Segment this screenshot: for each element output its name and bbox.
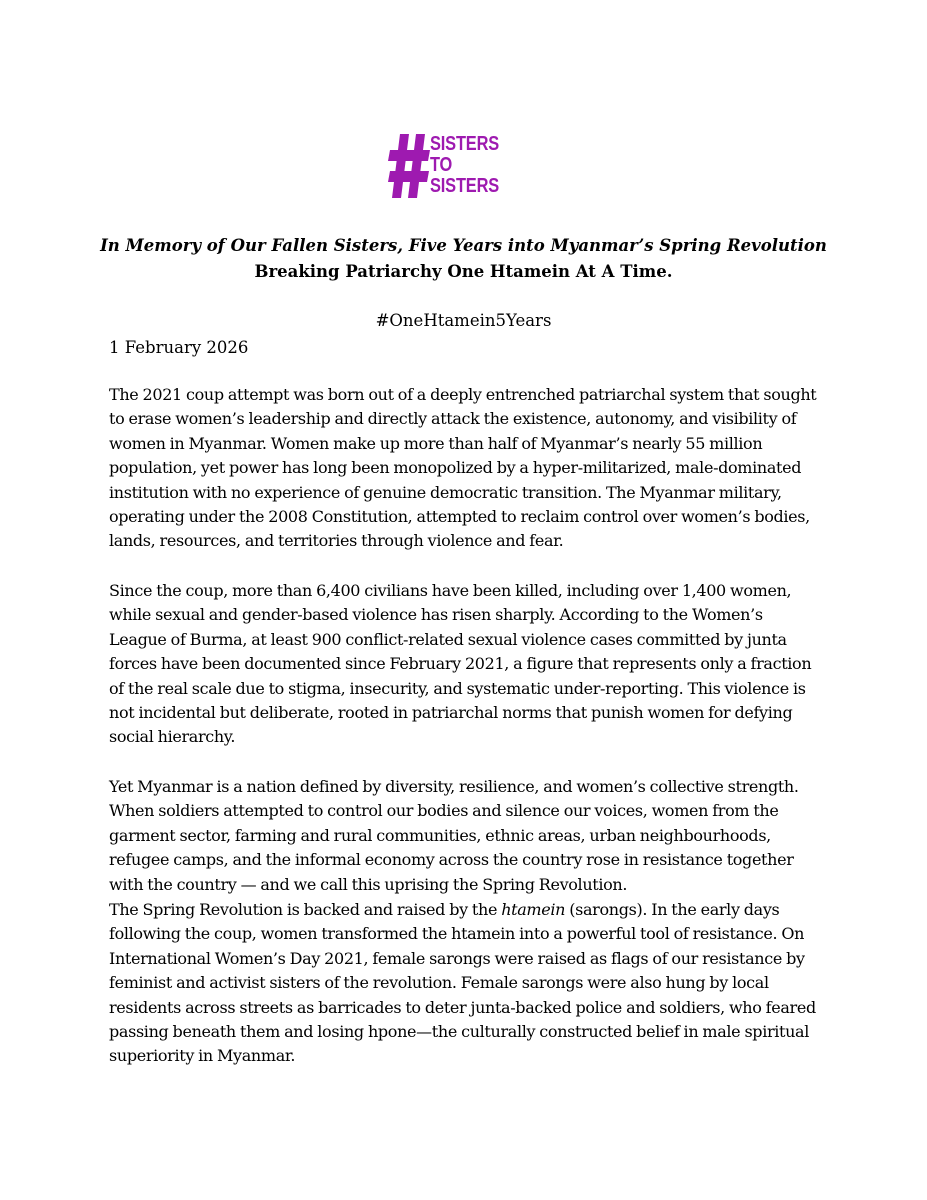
paragraph-4-intro: The Spring Revolution is backed and raised by the (109, 900, 502, 919)
paragraph-1: The 2021 coup attempt was born out of a deeply entrenched patriarchal system that sought to erase women’s leadership and directly attack the existence, autonomy, and visibility of women in Myanmar. Women make up more than half of Myanmar’s nearly 55 million population, yet power has long been monopolized by a hyper-militarized, male-dominated institution with no experience of genuine democratic transition. The Myanmar military, operating under the 2008 Constitution, attempted to reclaim control over women’s bodies, lands, resources, and territories through violence and fear. (109, 385, 817, 551)
document-title: In Memory of Our Fallen Sisters, Five Years into Myanmar’s Spring Revolution (100, 236, 827, 255)
logo-wordmark (430, 134, 499, 197)
campaign-hashtag: #OneHtamein5Years (375, 311, 552, 330)
hash-icon (387, 133, 431, 199)
document-subtitle: Breaking Patriarchy One Htamein At A Time. (254, 262, 673, 281)
htamein-term: htamein (501, 900, 566, 919)
logo-line-1: SISTERS (430, 133, 500, 155)
sisters-to-sisters-logo (387, 133, 507, 203)
logo-line-2: TO (430, 154, 453, 176)
logo-line-3: SISTERS (430, 175, 500, 197)
paragraph-3: Yet Myanmar is a nation defined by diversity, resilience, and women’s collective strength. When soldiers attempted to control our bodies and silence our voices, women from the garment sector, farming and rural communities, ethnic areas, urban neighbourhoods, refugee camps, and the informal economy across the country rose in resistance together with the country — and we call this uprising the Spring Revolution. (109, 777, 799, 894)
paragraph-2: Since the coup, more than 6,400 civilians have been killed, including over 1,400 women, while sexual and gender-based violence has risen sharply. According to the Women’s League of Burma, at least 900 conflict-related sexual violence cases committed by junta forces have been documented since February 2021, a figure that represents only a fraction of the real scale due to stigma, insecurity, and systematic under-reporting. This violence is not incidental but deliberate, rooted in patriarchal norms that punish women for defying social hierarchy. (109, 581, 812, 747)
document-date: 1 February 2026 (109, 338, 249, 357)
paragraph-4-rest: (sarongs). In the early days following the coup, women transformed the htamein into a powerful tool of resistance. On International Women’s Day 2021, female sarongs were raised as flags of our resistance by feminist and activist sisters of the revolution. Female sarongs were also hung by local residents across streets as barricades to deter junta-backed police and soldiers, who feared passing beneath them and losing hpone—the culturally constructed belief in male spiritual superiority in Myanmar. (109, 900, 816, 1066)
paragraph-4 (109, 898, 823, 1069)
